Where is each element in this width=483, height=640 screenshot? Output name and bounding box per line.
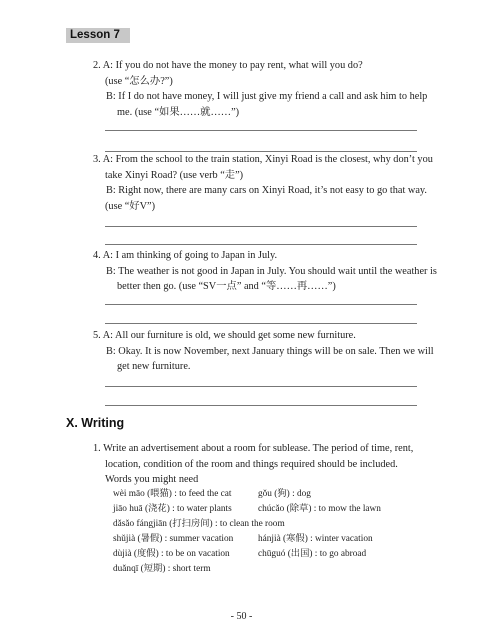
vocab-item: duǎnqī (短期) : short term [113, 564, 211, 574]
question-3 [93, 152, 433, 214]
answer-prompt: B: Okay. It is now November, next January things will be on sale. Then we will [106, 345, 434, 357]
vocab-item: wèi māo (喂猫) : to feed the cat [113, 489, 232, 499]
question-line: 3. A: From the school to the train station, Xinyi Road is the closest, why don’t you [93, 154, 433, 165]
lesson-label: Lesson 7 [66, 28, 130, 43]
vocab-item: shǔjià (暑假) : summer vacation [113, 534, 234, 544]
answer-prompt: me. (use “如果……就……”) [117, 106, 240, 118]
section-title: X. Writing [66, 416, 125, 430]
question-4 [93, 248, 437, 295]
answer-line [105, 244, 417, 245]
answer-line [105, 130, 417, 131]
writing-line: location, condition of the room and things required should be included. [105, 458, 398, 470]
writing-line: 1. Write an advertisement about a room for sublease. The period of time, rent, [93, 443, 414, 454]
question-line: 2. A: If you do not have the money to pay rent, what will you do? [93, 60, 363, 71]
answer-prompt: B: If I do not have money, I will just give my friend a call and ask him to help [106, 91, 428, 102]
vocab-row [113, 562, 211, 578]
vocab-item: dǎsǎo fángjiān (打扫房间) : to clean the room [113, 519, 285, 529]
question-2 [93, 58, 433, 120]
answer-prompt: better then go. (use “SV一点” and “等……再……”) [117, 281, 336, 292]
vocab-item: chúcǎo (除草) : to mow the lawn [258, 504, 381, 514]
answer-line [105, 405, 417, 406]
vocab-row [113, 517, 285, 533]
vocab-row [113, 532, 373, 548]
question-line: take Xinyi Road? (use verb “走”) [105, 169, 244, 181]
question-line: 4. A: I am thinking of going to Japan in July. [93, 250, 278, 261]
vocab-item: hánjià (寒假) : winter vacation [258, 534, 373, 544]
vocab-item: gǒu (狗) : dog [258, 489, 311, 499]
writing-line: Words you might need [105, 474, 199, 485]
answer-line [105, 323, 417, 324]
page-number: - 50 - [230, 611, 253, 622]
vocab-item: jiāo huā (浇花) : to water plants [113, 504, 232, 514]
vocab-row [113, 487, 311, 503]
vocab-item: dùjià (度假) : to be on vacation [113, 549, 230, 559]
answer-prompt: B: The weather is not good in Japan in July. You should wait until the weather is [106, 265, 437, 277]
question-line: (use “怎么办?”) [105, 75, 173, 87]
vocab-row [113, 547, 367, 563]
question-5 [93, 328, 433, 375]
vocab-item: chūguó (出国) : to go abroad [258, 549, 367, 559]
answer-line [105, 386, 417, 387]
answer-line [105, 304, 417, 305]
answer-prompt: (use “好V”) [105, 200, 156, 212]
question-line: 5. A: All our furniture is old, we should get some new furniture. [93, 330, 356, 341]
writing-prompt [93, 441, 433, 488]
vocab-row [113, 502, 381, 518]
answer-prompt: get new furniture. [117, 361, 191, 372]
answer-line [105, 226, 417, 227]
answer-prompt: B: Right now, there are many cars on Xinyi Road, it’s not easy to go that way. [106, 185, 427, 196]
